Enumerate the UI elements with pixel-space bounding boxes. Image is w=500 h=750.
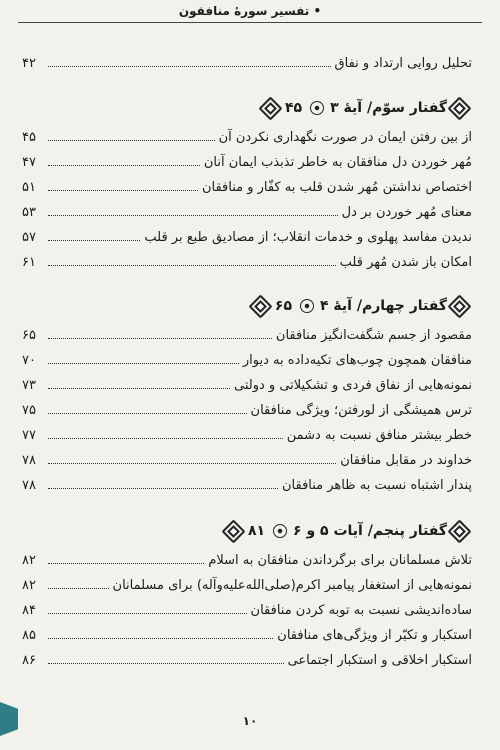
toc-entry-title: ساده‌اندیشی نسبت به توبه کردن منافقان [250, 603, 472, 618]
running-header: • تفسیر سورهٔ منافقون [178, 4, 322, 18]
section-heading-page: ۶۵ [274, 298, 292, 314]
toc-entry-title: استکبار اخلاقی و استکبار اجتماعی [287, 653, 472, 668]
toc-entry-page: ۷۳ [22, 378, 36, 393]
toc-entry [22, 474, 472, 496]
toc-entry-title: اختصاص نداشتن مُهر شدن قلب به کفّار و منافقان [201, 180, 472, 195]
ornament-icon [447, 294, 471, 318]
toc-entry [22, 374, 472, 396]
toc-entry-title: خطر بیشتر منافق نسبت به دشمن [286, 428, 472, 443]
toc-entry-page: ۸۲ [22, 553, 36, 568]
header-rule [18, 22, 482, 23]
dot-leader [48, 599, 247, 614]
toc-entry [22, 424, 472, 446]
toc-entry-page: ۴۷ [22, 155, 36, 170]
toc-entry-title: امکان باز شدن مُهر قلب [339, 255, 472, 270]
toc-entry-page: ۸۶ [22, 653, 36, 668]
toc-entry [22, 349, 472, 371]
toc-entry-page: ۸۵ [22, 628, 36, 643]
dot-leader [48, 549, 204, 564]
section-heading-label: گفتار چهارم/ آیهٔ ۴ [320, 298, 447, 314]
dot-leader [48, 201, 338, 216]
toc-entry-page: ۸۴ [22, 603, 36, 618]
ornament-icon [221, 519, 245, 543]
dot-leader [48, 574, 109, 589]
toc-entry [22, 449, 472, 471]
publisher-logo-icon [0, 702, 18, 736]
toc-entry-page: ۶۵ [22, 328, 36, 343]
toc-entry-title: معنای مُهر خوردن بر دل [341, 205, 472, 220]
toc-entry-page: ۶۱ [22, 255, 36, 270]
toc-entry [22, 574, 472, 596]
toc-entry-title: نمونه‌هایی از استغفار پیامبر اکرم(صلی‌الله‌علیه‌وآله) برای مسلمانان [112, 578, 472, 593]
toc-entry-title: ندیدن مفاسد پهلوی و خدمات انقلاب؛ از مصادیق طبع بر قلب [144, 230, 472, 245]
toc-entry-title: پندار اشتباه نسبت به ظاهر منافقان [281, 478, 472, 493]
section-heading-label: گفتار سوّم/ آیهٔ ۳ [330, 100, 447, 116]
ornament-icon [248, 294, 272, 318]
toc-entry-page: ۷۷ [22, 428, 36, 443]
toc-entry [22, 649, 472, 671]
dot-leader [48, 374, 230, 389]
separator-icon [310, 101, 324, 115]
section-heading [22, 519, 472, 543]
dot-leader [48, 226, 140, 241]
toc-entry-page: ۷۰ [22, 353, 36, 368]
toc-entry [22, 126, 472, 148]
toc-entry-title: نمونه‌هایی از نفاق فردی و تشکیلاتی و دولتی [234, 378, 472, 393]
toc-entry-title: تحلیل روایی ارتداد و نفاق [334, 56, 472, 71]
toc-entry-title: مُهر خوردن دل منافقان به خاطر تذبذب ایمان آنان [203, 155, 472, 170]
toc-entry-title: خداوند در مقابل منافقان [340, 453, 472, 468]
separator-icon [300, 299, 314, 313]
dot-leader [48, 52, 331, 67]
toc-entry-page: ۴۲ [22, 56, 36, 71]
ornament-icon [258, 96, 282, 120]
toc-entry [22, 251, 472, 273]
dot-leader [48, 624, 273, 639]
dot-leader [48, 176, 198, 191]
section-heading-page: ۸۱ [247, 523, 266, 539]
toc-entry-page: ۷۵ [22, 403, 36, 418]
toc-entry [22, 549, 472, 571]
dot-leader [48, 424, 283, 439]
dot-leader [48, 324, 272, 339]
toc-entry-page: ۴۵ [22, 130, 36, 145]
toc-entry [22, 226, 472, 248]
ornament-icon [447, 96, 471, 120]
dot-leader [48, 449, 336, 464]
section-heading [22, 294, 472, 318]
toc-entry-page: ۵۱ [22, 180, 36, 195]
dot-leader [48, 399, 247, 414]
dot-leader [48, 126, 215, 141]
page-number: ۱۰ [242, 714, 258, 728]
toc-entry-title: استکبار و تکبّر از ویژگی‌های منافقان [277, 628, 472, 643]
separator-icon [273, 524, 287, 538]
section-heading-label: گفتار پنجم/ آیات ۵ و ۶ [293, 523, 447, 539]
dot-leader [48, 349, 239, 364]
toc-entry-title: مقصود از جسم شگفت‌انگیز منافقان [275, 328, 472, 343]
toc-entry [22, 624, 472, 646]
toc-entry-title: ترس همیشگی از لورفتن؛ ویژگی منافقان [250, 403, 472, 418]
toc-entry-title: منافقان همچون چوب‌های تکیه‌داده به دیوار [242, 353, 472, 368]
toc-entry [22, 52, 472, 74]
toc-entry-page: ۵۷ [22, 230, 36, 245]
dot-leader [48, 474, 278, 489]
section-heading [22, 96, 472, 120]
toc-entry [22, 151, 472, 173]
toc-entry-title: از بین رفتن ایمان در صورت نگهداری نکردن آن [218, 130, 472, 145]
toc-entry-page: ۸۲ [22, 578, 36, 593]
dot-leader [48, 151, 200, 166]
toc-entry [22, 599, 472, 621]
toc-entry-page: ۷۸ [22, 453, 36, 468]
ornament-icon [447, 519, 471, 543]
toc-entry [22, 324, 472, 346]
toc-entry-page: ۷۸ [22, 478, 36, 493]
dot-leader [48, 649, 284, 664]
toc-entry-title: تلاش مسلمانان برای برگرداندن منافقان به اسلام [208, 553, 472, 568]
section-heading-page: ۴۵ [285, 100, 303, 116]
toc-entry [22, 201, 472, 223]
dot-leader [48, 251, 336, 266]
toc-entry [22, 399, 472, 421]
toc-entry [22, 176, 472, 198]
toc-entry-page: ۵۳ [22, 205, 36, 220]
